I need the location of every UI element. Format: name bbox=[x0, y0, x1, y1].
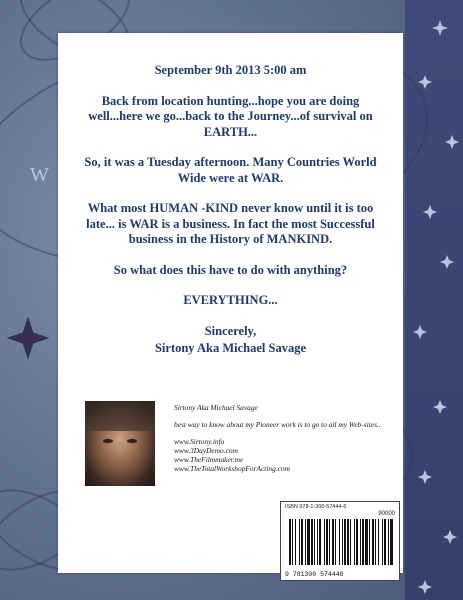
signature-block bbox=[58, 324, 403, 357]
letter-page bbox=[58, 33, 403, 578]
closing: Sincerely, bbox=[204, 323, 257, 338]
bio-link[interactable]: www.TheTotalWorkshopForActing.com bbox=[174, 464, 290, 473]
date-line: September 9th 2013 5:00 am bbox=[154, 63, 307, 77]
bio-name: Sirtony Aka Michael Savage bbox=[174, 403, 258, 412]
isbn-text: ISBN 978-1-300-57444-6 bbox=[285, 504, 347, 510]
author-photo bbox=[85, 401, 155, 486]
bio-link[interactable]: www.Sirtony.info bbox=[174, 437, 225, 446]
compass-star-icon bbox=[8, 318, 48, 358]
bio-link[interactable]: www.3DayDemo.com bbox=[174, 446, 238, 455]
photo-hair bbox=[85, 401, 155, 431]
background-letter: W bbox=[30, 164, 49, 186]
barcode-bars bbox=[289, 519, 393, 567]
paragraph-2: So, it was a Tuesday afternoon. Many Countries World Wide were at WAR. bbox=[84, 155, 377, 185]
paragraph-4: So what does this have to do with anything? bbox=[113, 262, 348, 277]
signature: Sirtony Aka Michael Savage bbox=[154, 341, 307, 355]
barcode-number: 9 781300 574446 bbox=[285, 571, 344, 578]
price-code: 90000 bbox=[378, 511, 395, 517]
paragraph-5: EVERYTHING... bbox=[183, 293, 278, 307]
paragraph-3: What most HUMAN -KIND never know until it is too late... is WAR is a business. In fact the most Successful business in the History of MANKIND. bbox=[86, 201, 375, 246]
sparkle-stars bbox=[413, 20, 459, 594]
photo-eye-left bbox=[103, 439, 113, 443]
bio-text: best way to know about my Pioneer work is to go to all my Web-sites.. bbox=[174, 420, 381, 429]
letter-body bbox=[58, 63, 403, 359]
isbn-barcode bbox=[280, 501, 400, 581]
bio-link[interactable]: www.TheFilmmaker.me bbox=[174, 455, 244, 464]
author-bio bbox=[174, 403, 389, 473]
paragraph-1: Back from location hunting...hope you are doing well...here we go...back to the Journey...of survival on EARTH... bbox=[88, 93, 373, 139]
photo-eye-right bbox=[127, 439, 137, 443]
